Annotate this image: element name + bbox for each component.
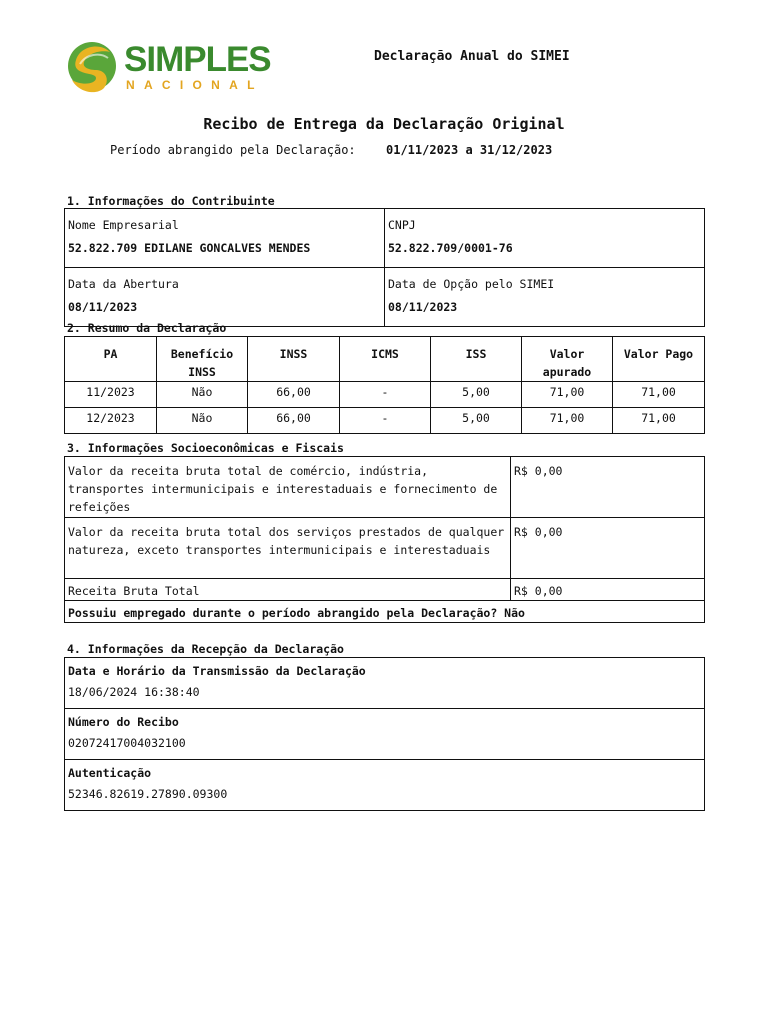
summary-cell: 71,00 <box>522 382 613 408</box>
abertura-value: 08/11/2023 <box>68 300 138 314</box>
cnpj-cell <box>385 209 705 268</box>
reception-table <box>64 657 705 811</box>
period-value: 01/11/2023 a 31/12/2023 <box>386 143 553 157</box>
document-title: Recibo de Entrega da Declaração Original <box>203 115 565 133</box>
summary-cell: 12/2023 <box>65 408 157 434</box>
cnpj-value: 52.822.709/0001-76 <box>388 241 513 255</box>
table-row <box>65 457 705 518</box>
simples-logo-emblem-icon <box>66 40 122 96</box>
authentication-cell <box>65 760 705 811</box>
receipt-number-cell <box>65 709 705 760</box>
section-1-title: 1. Informações do Contribuinte <box>67 194 275 208</box>
period-label: Período abrangido pela Declaração: <box>110 143 356 157</box>
section-3-title: 3. Informações Socioeconômicas e Fiscais <box>67 441 344 455</box>
summary-cell: 71,00 <box>613 408 705 434</box>
table-row <box>65 382 705 408</box>
nome-cell <box>65 209 385 268</box>
summary-cell: 71,00 <box>522 408 613 434</box>
summary-header: Valor Pago <box>613 337 705 382</box>
table-row <box>65 709 705 760</box>
authentication-label: Autenticação <box>68 766 152 780</box>
summary-table <box>64 336 705 434</box>
summary-cell: 5,00 <box>431 382 522 408</box>
nome-value: 52.822.709 EDILANE GONCALVES MENDES <box>68 241 311 255</box>
summary-header: Valor apurado <box>522 337 613 382</box>
nome-label: Nome Empresarial <box>68 218 179 232</box>
header-title: Declaração Anual do SIMEI <box>374 49 570 64</box>
summary-cell: - <box>340 382 431 408</box>
transmission-label: Data e Horário da Transmissão da Declaração <box>68 664 366 678</box>
summary-cell: 66,00 <box>248 408 340 434</box>
receipt-number-value: 02072417004032100 <box>68 736 186 750</box>
abertura-label: Data da Abertura <box>68 277 179 291</box>
abertura-cell <box>65 268 385 327</box>
revenue-total-value: R$ 0,00 <box>511 579 705 601</box>
opcao-cell <box>385 268 705 327</box>
summary-header: INSS <box>248 337 340 382</box>
section-4-title: 4. Informações da Recepção da Declaração <box>67 642 344 656</box>
summary-header: ISS <box>431 337 522 382</box>
summary-cell: - <box>340 408 431 434</box>
cnpj-label: CNPJ <box>388 218 416 232</box>
summary-cell: 5,00 <box>431 408 522 434</box>
revenue-commerce-label: Valor da receita bruta total de comércio, indústria, transportes intermunicipais e interestaduais e fornecimento de refeições <box>65 457 511 518</box>
summary-header: ICMS <box>340 337 431 382</box>
socioeconomic-table <box>64 456 705 623</box>
opcao-value: 08/11/2023 <box>388 300 458 314</box>
table-row <box>65 408 705 434</box>
summary-cell: 11/2023 <box>65 382 157 408</box>
revenue-services-label: Valor da receita bruta total dos serviços prestados de qualquer natureza, exceto transportes intermunicipais e interestaduais <box>65 518 511 579</box>
transmission-value: 18/06/2024 16:38:40 <box>68 685 200 699</box>
revenue-services-value: R$ 0,00 <box>511 518 705 579</box>
logo-word-nacional: NACIONAL <box>126 78 264 92</box>
opcao-label: Data de Opção pelo SIMEI <box>388 277 555 291</box>
table-row <box>65 760 705 811</box>
summary-cell: Não <box>157 382 248 408</box>
revenue-commerce-value: R$ 0,00 <box>511 457 705 518</box>
employee-question: Possuiu empregado durante o período abrangido pela Declaração? Não <box>65 601 705 623</box>
transmission-cell <box>65 658 705 709</box>
summary-cell: 66,00 <box>248 382 340 408</box>
table-row <box>65 518 705 579</box>
section-2-title: 2. Resumo da Declaração <box>67 321 227 335</box>
table-row <box>65 658 705 709</box>
summary-cell: 71,00 <box>613 382 705 408</box>
simples-nacional-logo <box>66 40 270 96</box>
logo-word-simples: SIMPLES <box>124 40 271 79</box>
revenue-total-label: Receita Bruta Total <box>65 579 511 601</box>
summary-header: Benefício INSS <box>157 337 248 382</box>
summary-header: PA <box>65 337 157 382</box>
summary-header-row <box>65 337 705 382</box>
authentication-value: 52346.82619.27890.09300 <box>68 787 228 801</box>
table-row <box>65 601 705 623</box>
summary-cell: Não <box>157 408 248 434</box>
table-row <box>65 579 705 601</box>
contributor-table <box>64 208 705 327</box>
receipt-number-label: Número do Recibo <box>68 715 179 729</box>
